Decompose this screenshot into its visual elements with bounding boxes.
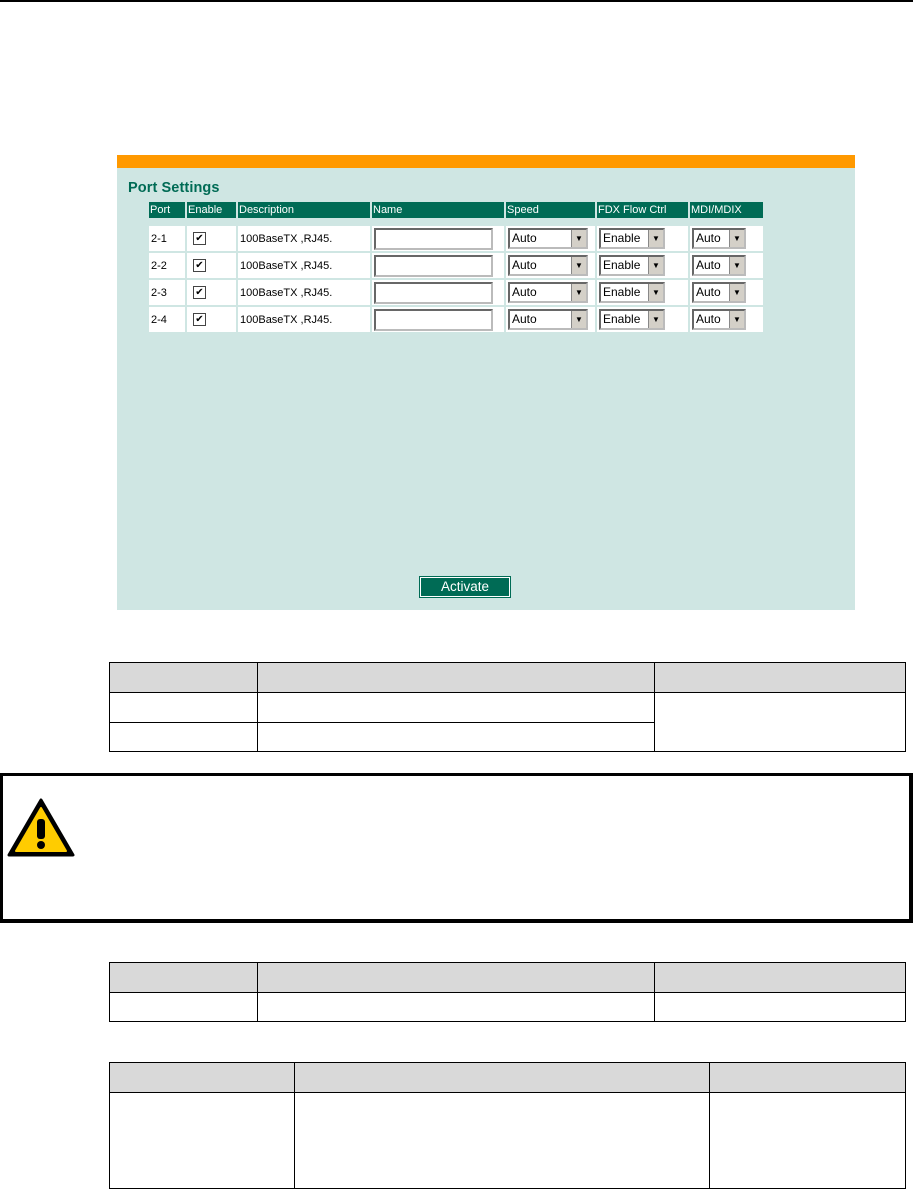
col-header-port: Port — [149, 202, 185, 218]
table-header-cell — [655, 663, 906, 693]
port-description: 100BaseTX ,RJ45. — [238, 280, 370, 307]
port-id: 2-4 — [149, 307, 185, 334]
table-cell — [655, 993, 906, 1022]
mdi-select-value: Auto — [696, 231, 721, 245]
col-header-enable: Enable — [187, 202, 236, 218]
fdx-select-value: Enable — [603, 231, 641, 245]
table-cell — [258, 723, 655, 752]
speed-select[interactable] — [508, 309, 588, 330]
enable-checkbox[interactable]: ✔ — [193, 313, 206, 326]
table-header-cell — [110, 963, 258, 993]
table-cell — [258, 993, 655, 1022]
port-id: 2-1 — [149, 226, 185, 253]
port-settings-table — [147, 202, 765, 334]
enable-checkbox[interactable]: ✔ — [193, 232, 206, 245]
mdi-mdix-select[interactable] — [692, 309, 746, 330]
fdx-select-value: Enable — [603, 312, 641, 326]
chevron-down-icon: ▼ — [648, 230, 663, 247]
fdx-flow-ctrl-select[interactable] — [599, 255, 665, 276]
chevron-down-icon: ▼ — [648, 257, 663, 274]
table-row — [149, 226, 763, 253]
chevron-down-icon: ▼ — [571, 284, 586, 301]
speed-select[interactable] — [508, 282, 588, 303]
fdx-flow-ctrl-select[interactable] — [599, 228, 665, 249]
table-row — [149, 280, 763, 307]
port-settings-panel — [117, 155, 855, 610]
port-id: 2-3 — [149, 280, 185, 307]
chevron-down-icon: ▼ — [648, 284, 663, 301]
chevron-down-icon: ▼ — [729, 257, 744, 274]
speed-select-value: Auto — [512, 258, 537, 272]
mdi-select-value: Auto — [696, 285, 721, 299]
panel-header-bar — [117, 155, 855, 168]
mdi-select-value: Auto — [696, 312, 721, 326]
col-header-fdx-flow-ctrl: FDX Flow Ctrl — [597, 202, 688, 218]
speed-select[interactable] — [508, 228, 588, 249]
chevron-down-icon: ▼ — [729, 284, 744, 301]
chevron-down-icon: ▼ — [729, 230, 744, 247]
panel-title: Port Settings — [128, 180, 220, 196]
port-description: 100BaseTX ,RJ45. — [238, 253, 370, 280]
setting-table-2 — [109, 962, 906, 1022]
col-header-name: Name — [372, 202, 504, 218]
speed-select-value: Auto — [512, 231, 537, 245]
fdx-flow-ctrl-select[interactable] — [599, 282, 665, 303]
attention-box — [0, 773, 913, 923]
table-row — [149, 253, 763, 280]
mdi-mdix-select[interactable] — [692, 282, 746, 303]
table-cell — [110, 993, 258, 1022]
enable-checkbox[interactable]: ✔ — [193, 286, 206, 299]
table-header-cell — [710, 1063, 906, 1093]
table-cell — [258, 693, 655, 723]
col-header-mdi-mdix: MDI/MDIX — [690, 202, 763, 218]
table-header-cell — [258, 663, 655, 693]
speed-select-value: Auto — [512, 312, 537, 326]
mdi-mdix-select[interactable] — [692, 255, 746, 276]
port-name-input[interactable] — [374, 309, 493, 331]
fdx-flow-ctrl-select[interactable] — [599, 309, 665, 330]
speed-select-value: Auto — [512, 285, 537, 299]
port-id: 2-2 — [149, 253, 185, 280]
warning-icon — [6, 797, 76, 864]
page-top-rule — [0, 0, 913, 2]
table-cell — [655, 693, 906, 752]
chevron-down-icon: ▼ — [571, 257, 586, 274]
table-cell — [110, 1093, 295, 1189]
table-cell — [710, 1093, 906, 1189]
speed-select[interactable] — [508, 255, 588, 276]
chevron-down-icon: ▼ — [571, 311, 586, 328]
activate-button[interactable]: Activate — [420, 577, 510, 597]
port-name-input[interactable] — [374, 255, 493, 277]
port-description: 100BaseTX ,RJ45. — [238, 307, 370, 334]
setting-table-3 — [109, 1062, 906, 1189]
enable-checkbox[interactable]: ✔ — [193, 259, 206, 272]
fdx-select-value: Enable — [603, 258, 641, 272]
port-name-input[interactable] — [374, 228, 493, 250]
table-header-cell — [110, 663, 258, 693]
table-header-cell — [258, 963, 655, 993]
mdi-select-value: Auto — [696, 258, 721, 272]
table-header-cell — [295, 1063, 710, 1093]
table-cell — [295, 1093, 710, 1189]
mdi-mdix-select[interactable] — [692, 228, 746, 249]
table-cell — [110, 693, 258, 723]
col-header-speed: Speed — [506, 202, 595, 218]
col-header-description: Description — [238, 202, 370, 218]
chevron-down-icon: ▼ — [571, 230, 586, 247]
setting-table-1 — [109, 662, 906, 752]
table-header-cell — [110, 1063, 295, 1093]
table-row — [149, 307, 763, 334]
chevron-down-icon: ▼ — [729, 311, 744, 328]
table-cell — [110, 723, 258, 752]
port-name-input[interactable] — [374, 282, 493, 304]
port-description: 100BaseTX ,RJ45. — [238, 226, 370, 253]
fdx-select-value: Enable — [603, 285, 641, 299]
table-header-cell — [655, 963, 906, 993]
chevron-down-icon: ▼ — [648, 311, 663, 328]
